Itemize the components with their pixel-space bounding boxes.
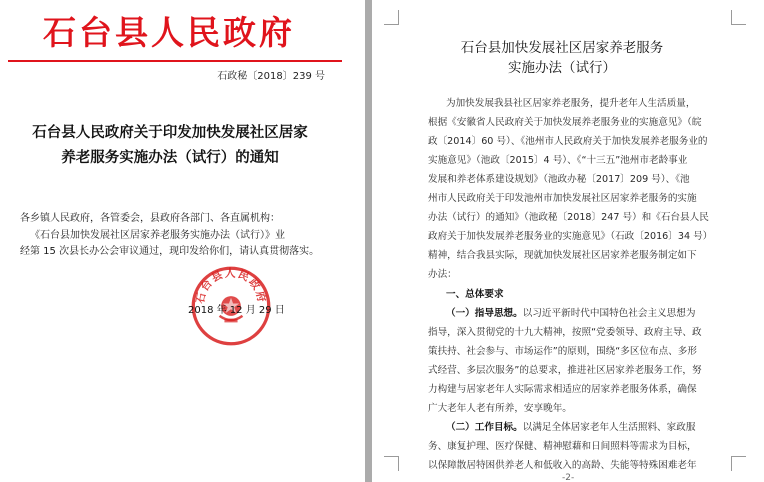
document-page-right xyxy=(372,0,764,482)
notice-body-line-2: 经第 15 次县长办公会审议通过，现印发给你们，请认真贯彻落实。 xyxy=(20,246,320,257)
notice-title-line-1: 石台县人民政府关于印发加快发展社区居家 xyxy=(32,125,308,141)
crop-mark xyxy=(384,10,399,25)
crop-mark xyxy=(731,10,746,25)
body-line: 务、康复护理、医疗保健、精神慰藉和日间照料等需求为目标， xyxy=(428,441,697,452)
crop-mark xyxy=(731,456,746,471)
svg-text:石台县人民政府: 石台县人民政府 xyxy=(193,266,269,305)
addressee-line: 各乡镇人民政府，各管委会，县政府各部门、各直属机构： xyxy=(20,213,280,224)
intro-line: 根据《安徽省人民政府关于加快发展养老服务业的实施意见》（皖 xyxy=(428,117,702,128)
document-number: 石政秘〔2018〕239 号 xyxy=(217,71,325,82)
intro-line: 政府关于加快发展养老服务业的实施意见》（石政〔2016〕34 号） xyxy=(428,231,713,242)
body-line: 力构建与居家老年人实际需求相适应的居家养老服务体系，确保 xyxy=(428,384,697,395)
guiding-principle-label: （一）指导思想。 xyxy=(446,308,523,319)
intro-line: 州市人民政府关于印发池州市加快发展社区居家养老服务的实施 xyxy=(428,193,697,204)
body-line: 以保障散居特困供养老人和低收入的高龄、失能等特殊困难老年 xyxy=(428,460,697,471)
plan-title-line-2: 实施办法（试行） xyxy=(508,60,616,76)
red-header-rule xyxy=(8,60,342,62)
guiding-principle-line xyxy=(446,307,695,321)
intro-line: 实施意见》（池政〔2015〕4 号）、《“十三五”池州市老龄事业 xyxy=(428,155,688,166)
document-page-left xyxy=(0,0,365,482)
notice-title-line-2: 养老服务实施办法（试行）的通知 xyxy=(61,150,279,166)
intro-line: 精神，结合我县实际，现就加快发展社区居家养老服务制定如下 xyxy=(428,250,697,261)
body-line: 指导，深入贯彻党的十九大精神，按照“党委领导、政府主导、政 xyxy=(428,327,702,338)
body-line: 式经营、多层次服务”的总要求，推进社区居家养老服务工作，努 xyxy=(428,365,702,376)
guiding-principle-text: 以习近平新时代中国特色社会主义思想为 xyxy=(522,308,696,319)
section-heading: 一、总体要求 xyxy=(446,289,504,300)
government-header: 石台县人民政府 xyxy=(43,13,295,52)
crop-mark xyxy=(384,456,399,471)
intro-line: 政〔2014〕60 号）、《池州市人民政府关于加快发展养老服务业的 xyxy=(428,136,708,147)
plan-title-line-1: 石台县加快发展社区居家养老服务 xyxy=(460,40,664,56)
body-line: 策扶持、社会参与、市场运作”的原则，围绕“多区位布点、多形 xyxy=(428,346,697,357)
intro-line: 办法（试行）的通知》（池政秘〔2018〕247 号）和《石台县人民 xyxy=(428,212,709,223)
work-goals-text: 以满足全体居家老年人生活照料、家政服 xyxy=(522,422,696,433)
page-number: -2- xyxy=(562,473,575,482)
intro-line: 发展和养老体系建设规划》（池政办秘〔2017〕209 号）、《池 xyxy=(428,174,690,185)
signature-date: 2018 年 12 月 29 日 xyxy=(188,305,285,316)
work-goals-line xyxy=(446,421,695,435)
notice-body-line-1: 《石台县加快发展社区居家养老服务实施办法（试行）》业 xyxy=(30,230,285,241)
work-goals-label: （二）工作目标。 xyxy=(446,422,523,433)
intro-line: 为加快发展我县社区居家养老服务，提升老年人生活质量， xyxy=(446,98,696,109)
body-line: 广大老年人老有所养，安享晚年。 xyxy=(428,403,572,414)
intro-line: 办法： xyxy=(428,269,457,280)
